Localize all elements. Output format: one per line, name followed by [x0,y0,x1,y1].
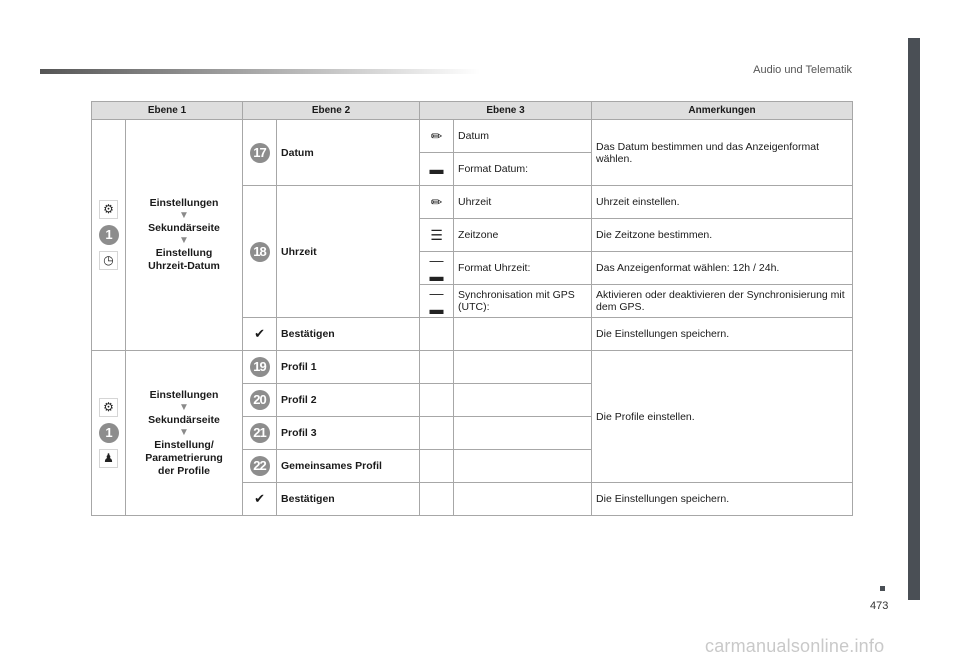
header-anmerkungen: Anmerkungen [592,102,853,120]
toggle-switch-icon: —▬ [429,252,444,284]
empty-cell [454,417,592,450]
uhrzeit-note: Uhrzeit einstellen. [592,186,853,219]
list-icon: ☰ [430,226,443,243]
datum-note: Das Datum bestimmen und das Anzeigenformat wählen. [592,120,853,186]
section2-icons [92,351,126,516]
uhrzeit-option: Uhrzeit [454,186,592,219]
empty-cell [420,384,454,417]
checkmark-icon: ✔ [254,491,265,506]
empty-cell [454,450,592,483]
nav-einstellung: Einstellung [155,247,213,259]
profile-label: Profil 3 [277,417,420,450]
page-number: 473 [870,600,889,612]
empty-cell [420,318,454,351]
gps-sync-option: Synchronisation mit GPS (UTC): [454,285,592,318]
arrow-down-icon: ▼ [179,210,189,221]
datum-option-icon-cell [420,120,454,153]
profile-users-icon: ♟ [99,449,118,468]
confirm-label: Bestätigen [277,318,420,351]
empty-cell [454,351,592,384]
checkmark-icon: ✔ [254,326,265,341]
section1-navigation [126,120,243,351]
table-row [92,351,853,384]
toggle-switch-icon: —▬ [429,285,444,317]
zeitzone-icon-cell [420,219,454,252]
section2-navigation [126,351,243,516]
nav-einstellung: Einstellung/ [154,438,214,451]
nav-sekundaerseite: Sekundärseite [148,222,220,234]
step-badge: 21 [250,423,270,443]
step-badge: 1 [99,225,119,245]
confirm-note: Die Einstellungen speichern. [592,318,853,351]
zeitzone-note: Die Zeitzone bestimmen. [592,219,853,252]
header-rule [40,69,480,74]
empty-cell [420,351,454,384]
format-uhrzeit-option: Format Uhrzeit: [454,252,592,285]
empty-cell [454,318,592,351]
profile-label: Gemeinsames Profil [277,450,420,483]
profile-badge-cell [243,450,277,483]
profiles-note: Die Profile einstellen. [592,351,853,483]
empty-cell [420,450,454,483]
nav-einstellungen: Einstellungen [149,388,219,401]
empty-cell [454,384,592,417]
arrow-down-icon: ▼ [179,426,189,438]
step-badge: 22 [250,456,270,476]
confirm-icon-cell [243,483,277,516]
zeitzone-option: Zeitzone [454,219,592,252]
pencil-icon: ✏ [430,193,443,210]
uhrzeit-badge-cell [243,186,277,318]
confirm-icon-cell [243,318,277,351]
uhrzeit-label: Uhrzeit [277,186,420,318]
settings-table [91,101,853,516]
datum-badge-cell [243,120,277,186]
format-uhrzeit-note: Das Anzeigenformat wählen: 12h / 24h. [592,252,853,285]
nav-der-profile: der Profile [158,464,210,477]
nav-uhrzeit-datum: Uhrzeit-Datum [148,260,220,272]
confirm-label: Bestätigen [277,483,420,516]
section1-icons [92,120,126,351]
empty-cell [420,483,454,516]
header-ebene-3: Ebene 3 [420,102,592,120]
step-badge: 17 [250,143,270,163]
nav-einstellungen: Einstellungen [149,197,219,209]
nav-sekundaerseite: Sekundärseite [148,413,220,426]
page-marker [880,586,885,591]
confirm-note: Die Einstellungen speichern. [592,483,853,516]
right-edge-bar [908,38,920,600]
profile-badge-cell [243,384,277,417]
empty-cell [454,483,592,516]
format-datum-icon-cell [420,153,454,186]
format-uhrzeit-icon-cell [420,252,454,285]
pencil-icon: ✏ [430,127,443,144]
uhrzeit-icon-cell [420,186,454,219]
gps-sync-note: Aktivieren oder deaktivieren der Synchronisierung mit dem GPS. [592,285,853,318]
gps-sync-icon-cell [420,285,454,318]
format-bar-icon: ▬ [429,161,444,177]
step-badge: 1 [99,423,119,443]
step-badge: 19 [250,357,270,377]
settings-gear-icon: ⚙ [99,398,118,417]
table-header-row [92,102,853,120]
settings-gear-icon: ⚙ [99,200,118,219]
arrow-down-icon: ▼ [179,401,189,413]
profile-label: Profil 2 [277,384,420,417]
table-row [92,120,853,153]
header-ebene-1: Ebene 1 [92,102,243,120]
format-datum-option: Format Datum: [454,153,592,186]
clock-icon: ◷ [99,251,118,270]
header-ebene-2: Ebene 2 [243,102,420,120]
profile-badge-cell [243,417,277,450]
nav-parametrierung: Parametrierung [145,451,223,464]
profile-badge-cell [243,351,277,384]
empty-cell [420,417,454,450]
header-title: Audio und Telematik [753,64,852,76]
profile-label: Profil 1 [277,351,420,384]
datum-option: Datum [454,120,592,153]
watermark: carmanualsonline.info [705,636,885,656]
datum-label: Datum [277,120,420,186]
step-badge: 18 [250,242,270,262]
arrow-down-icon: ▼ [179,235,189,246]
step-badge: 20 [250,390,270,410]
